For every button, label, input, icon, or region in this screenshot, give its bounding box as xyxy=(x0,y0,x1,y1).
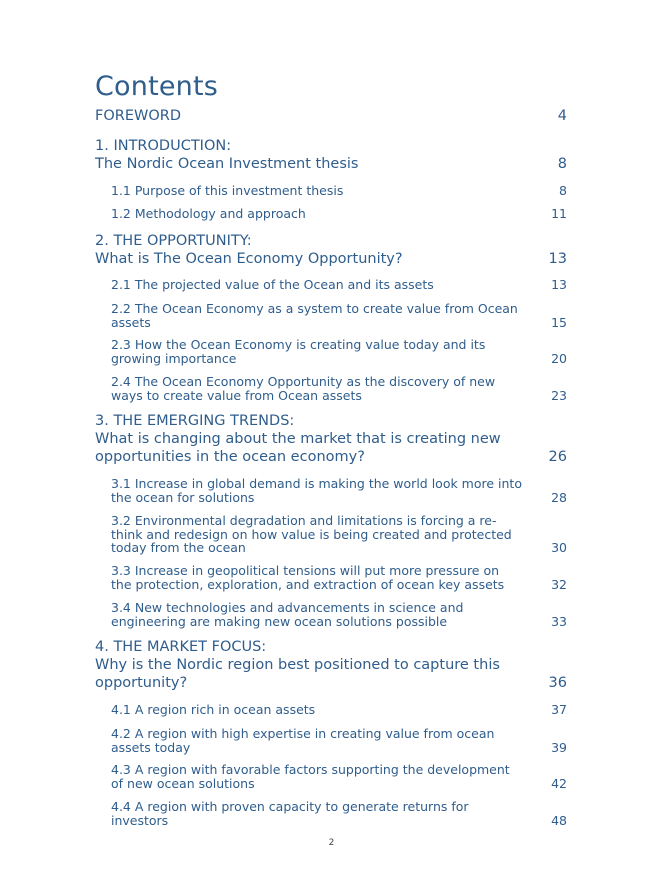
toc-page-number: 42 xyxy=(551,775,567,791)
toc-page-number: 37 xyxy=(551,702,567,717)
toc-entry-3-2[interactable] xyxy=(111,514,567,555)
toc-page-number: 8 xyxy=(559,183,567,198)
toc-entry-label: 4. THE MARKET FOCUS: Why is the Nordic region best positioned to capture this opportunity? xyxy=(95,639,500,691)
toc-entry-4-3[interactable] xyxy=(111,763,567,790)
toc-page-number: 11 xyxy=(551,206,567,221)
toc-entry-2-2[interactable] xyxy=(111,302,567,329)
toc-page-number: 4 xyxy=(557,108,567,124)
toc-entry-2-4[interactable] xyxy=(111,375,567,402)
toc-entry-4-1[interactable] xyxy=(111,703,567,717)
toc-entry-4-2[interactable] xyxy=(111,727,567,754)
toc-entry-label: 2.3 How the Ocean Economy is creating value today and its growing importance xyxy=(111,337,486,366)
toc-entry-1-1[interactable] xyxy=(111,184,567,198)
toc-page-number: 15 xyxy=(551,314,567,330)
toc-entry-label: 4.1 A region rich in ocean assets xyxy=(111,702,316,717)
toc-entry-label: FOREWORD xyxy=(95,108,181,124)
toc-page-number: 26 xyxy=(548,449,567,465)
toc-page-number: 32 xyxy=(551,576,567,592)
toc-entry-label: 3.3 Increase in geopolitical tensions will put more pressure on the protection, exploration, and extraction of ocean key assets xyxy=(111,563,505,592)
toc-entry-section-4[interactable] xyxy=(95,638,567,692)
toc-entry-label: 2. THE OPPORTUNITY: What is The Ocean Economy Opportunity? xyxy=(95,233,403,267)
toc-entry-label: 3.1 Increase in global demand is making the world look more into the ocean for solutions xyxy=(111,476,522,505)
toc-entry-label: 3.2 Environmental degradation and limitations is forcing a re- think and redesign on how value is being created and protected today from the ocean xyxy=(111,513,512,555)
toc-page-number: 13 xyxy=(548,251,567,267)
toc-entry-label: 1.1 Purpose of this investment thesis xyxy=(111,183,344,198)
toc-entry-label: 1. INTRODUCTION: The Nordic Ocean Investment thesis xyxy=(95,138,359,172)
toc-entry-3-4[interactable] xyxy=(111,601,567,628)
toc-page-number: 36 xyxy=(548,675,567,691)
toc-entry-label: 3.4 New technologies and advancements in science and engineering are making new ocean solutions possible xyxy=(111,600,464,629)
toc-page-number: 33 xyxy=(551,613,567,629)
toc-entry-foreword[interactable] xyxy=(95,107,567,125)
toc-entry-label: 2.1 The projected value of the Ocean and its assets xyxy=(111,277,434,292)
toc-entry-4-4[interactable] xyxy=(111,800,567,827)
toc-entry-label: 1.2 Methodology and approach xyxy=(111,206,306,221)
toc-entry-section-2[interactable] xyxy=(95,232,567,268)
toc-page-number: 23 xyxy=(551,387,567,403)
toc-page-number: 8 xyxy=(557,156,567,172)
toc-entry-1-2[interactable] xyxy=(111,207,567,221)
toc-entry-label: 4.3 A region with favorable factors supporting the development of new ocean solutions xyxy=(111,762,510,791)
toc-entry-2-1[interactable] xyxy=(111,278,567,292)
toc-entry-label: 3. THE EMERGING TRENDS: What is changing about the market that is creating new opportunities in the ocean economy? xyxy=(95,413,501,465)
toc-page-number: 20 xyxy=(551,350,567,366)
toc-entry-label: 2.4 The Ocean Economy Opportunity as the discovery of new ways to create value from Ocean assets xyxy=(111,374,496,403)
page-title: Contents xyxy=(95,71,219,102)
page-number: 2 xyxy=(328,838,335,848)
toc-entry-3-3[interactable] xyxy=(111,564,567,591)
toc-page-number: 13 xyxy=(551,277,567,292)
toc-entry-label: 2.2 The Ocean Economy as a system to create value from Ocean assets xyxy=(111,301,518,330)
toc-page-number: 39 xyxy=(551,739,567,755)
toc-entry-label: 4.2 A region with high expertise in creating value from ocean assets today xyxy=(111,726,495,755)
toc-entry-section-1[interactable] xyxy=(95,137,567,173)
toc-entry-label: 4.4 A region with proven capacity to generate returns for investors xyxy=(111,799,469,828)
toc-page-number: 30 xyxy=(551,540,567,555)
toc-page-number: 48 xyxy=(551,812,567,828)
toc-entry-3-1[interactable] xyxy=(111,477,567,504)
toc-page-number: 28 xyxy=(551,489,567,505)
toc-entry-section-3[interactable] xyxy=(95,412,567,466)
toc-entry-2-3[interactable] xyxy=(111,338,567,365)
